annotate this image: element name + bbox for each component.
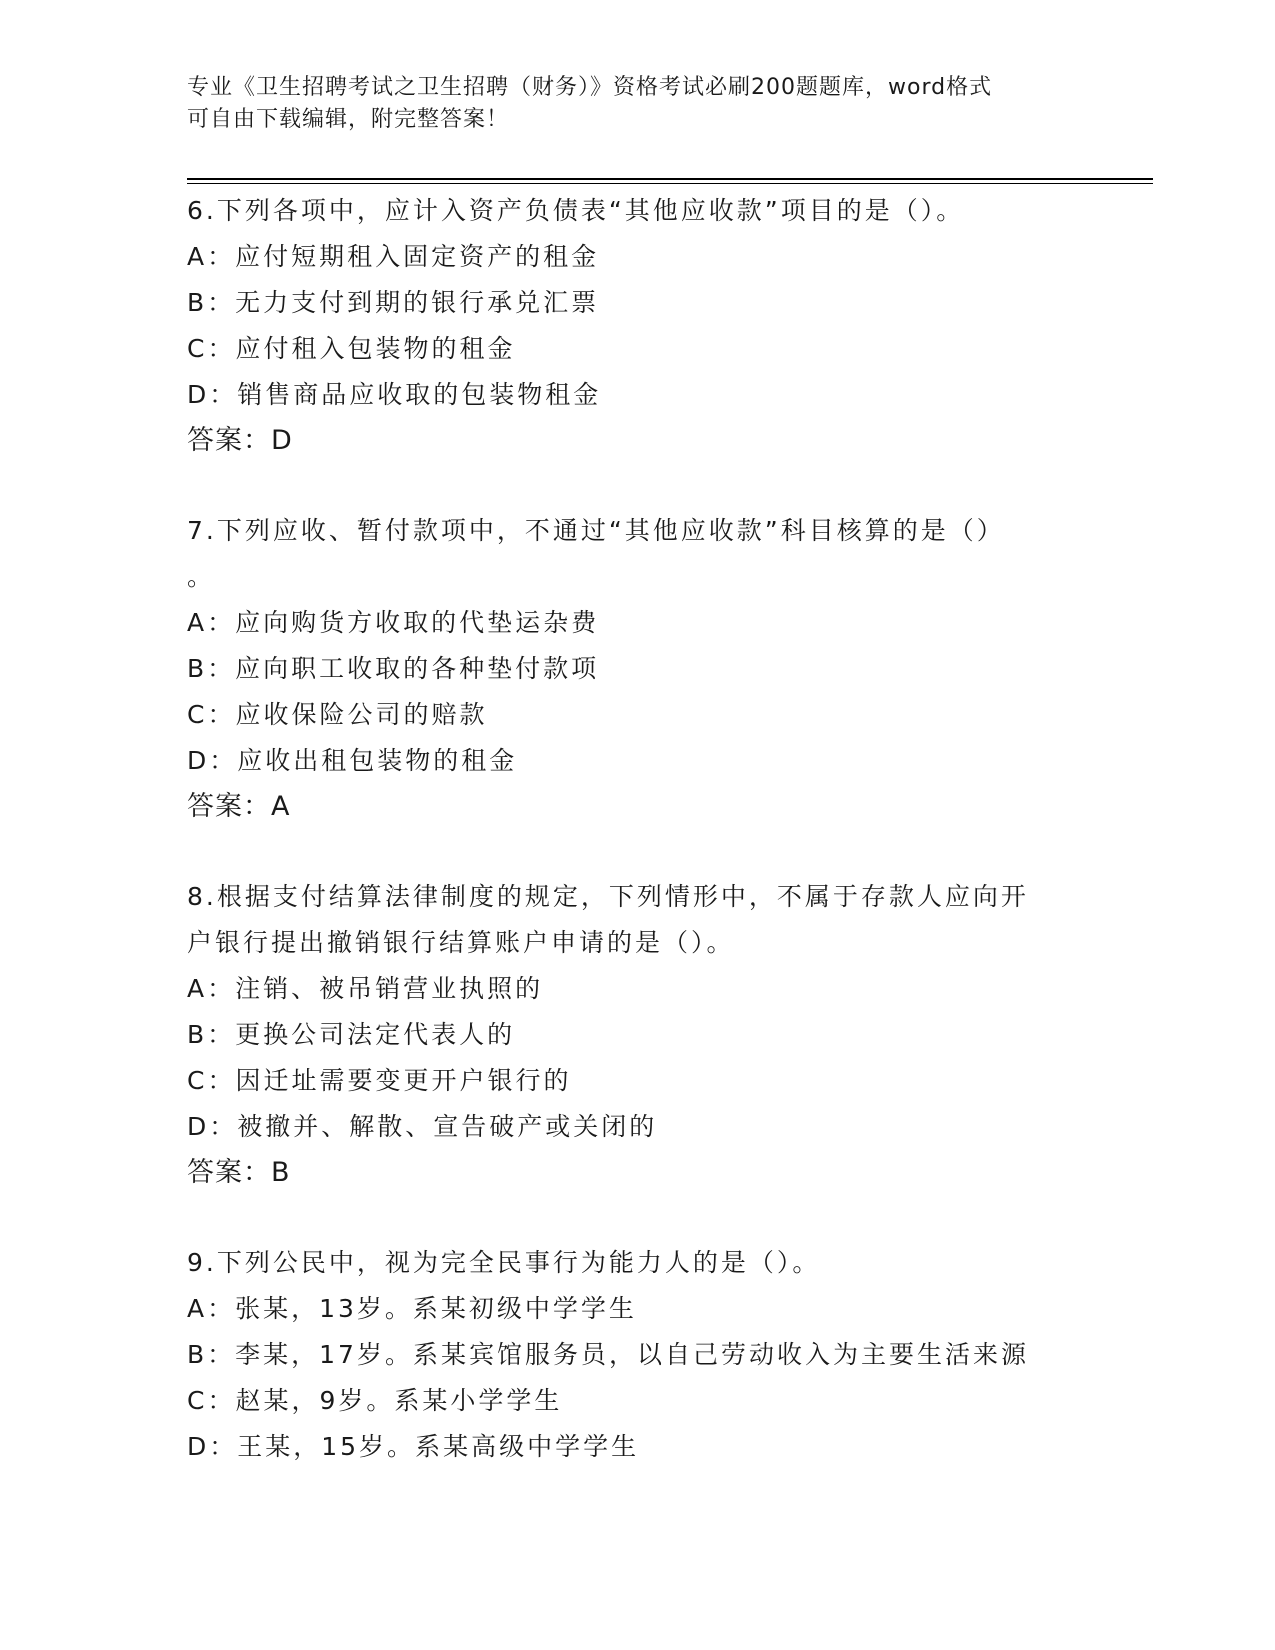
question-list [187, 188, 1067, 1514]
option-b: B：无力支付到期的银行承兑汇票 [187, 288, 600, 317]
question-stem: 6.下列各项中，应计入资产负债表“其他应收款”项目的是（）。 [187, 196, 965, 225]
option-d: D：被撤并、解散、宣告破产或关闭的 [187, 1112, 658, 1141]
question-stem: 7.下列应收、暂付款项中，不通过“其他应收款”科目核算的是（） [187, 516, 1005, 545]
header-line-1: 专业《卫生招聘考试之卫生招聘（财务）》资格考试必刷200题题库，word格式 [187, 75, 993, 100]
question-stem-continued: 户银行提出撤销银行结算账户申请的是（）。 [187, 928, 735, 957]
header-line-2: 可自由下载编辑，附完整答案！ [187, 107, 510, 132]
option-c: C：因迁址需要变更开户银行的 [187, 1066, 572, 1095]
answer-label: 答案：B [187, 1157, 291, 1188]
option-b: B：李某，17岁。系某宾馆服务员，以自己劳动收入为主要生活来源 [187, 1340, 1029, 1369]
header-rule-thick [187, 178, 1153, 180]
header-rule-thin [187, 183, 1153, 184]
answer-label: 答案：D [187, 425, 293, 456]
option-c: C：应收保险公司的赔款 [187, 700, 488, 729]
option-c: C：应付租入包装物的租金 [187, 334, 516, 363]
option-b: B：应向职工收取的各种垫付款项 [187, 654, 600, 683]
option-a: A：注销、被吊销营业执照的 [187, 974, 544, 1003]
option-a: A：应向购货方收取的代垫运杂费 [187, 608, 600, 637]
option-d: D：应收出租包装物的租金 [187, 746, 518, 775]
question-stem: 8.根据支付结算法律制度的规定，下列情形中，不属于存款人应向开 [187, 882, 1029, 911]
question-8 [187, 874, 1067, 1196]
option-d: D：王某，15岁。系某高级中学学生 [187, 1432, 640, 1461]
question-stem-continued: 。 [187, 562, 216, 591]
option-c: C：赵某，9岁。系某小学学生 [187, 1386, 563, 1415]
question-6 [187, 188, 1067, 464]
option-a: A：张某，13岁。系某初级中学学生 [187, 1294, 637, 1323]
question-stem: 9.下列公民中，视为完全民事行为能力人的是（）。 [187, 1248, 821, 1277]
answer-label: 答案：A [187, 791, 291, 822]
option-a: A：应付短期租入固定资产的租金 [187, 242, 600, 271]
option-b: B：更换公司法定代表人的 [187, 1020, 516, 1049]
document-header [187, 72, 1067, 136]
option-d: D：销售商品应收取的包装物租金 [187, 380, 602, 409]
question-7 [187, 508, 1067, 830]
question-9 [187, 1240, 1067, 1470]
